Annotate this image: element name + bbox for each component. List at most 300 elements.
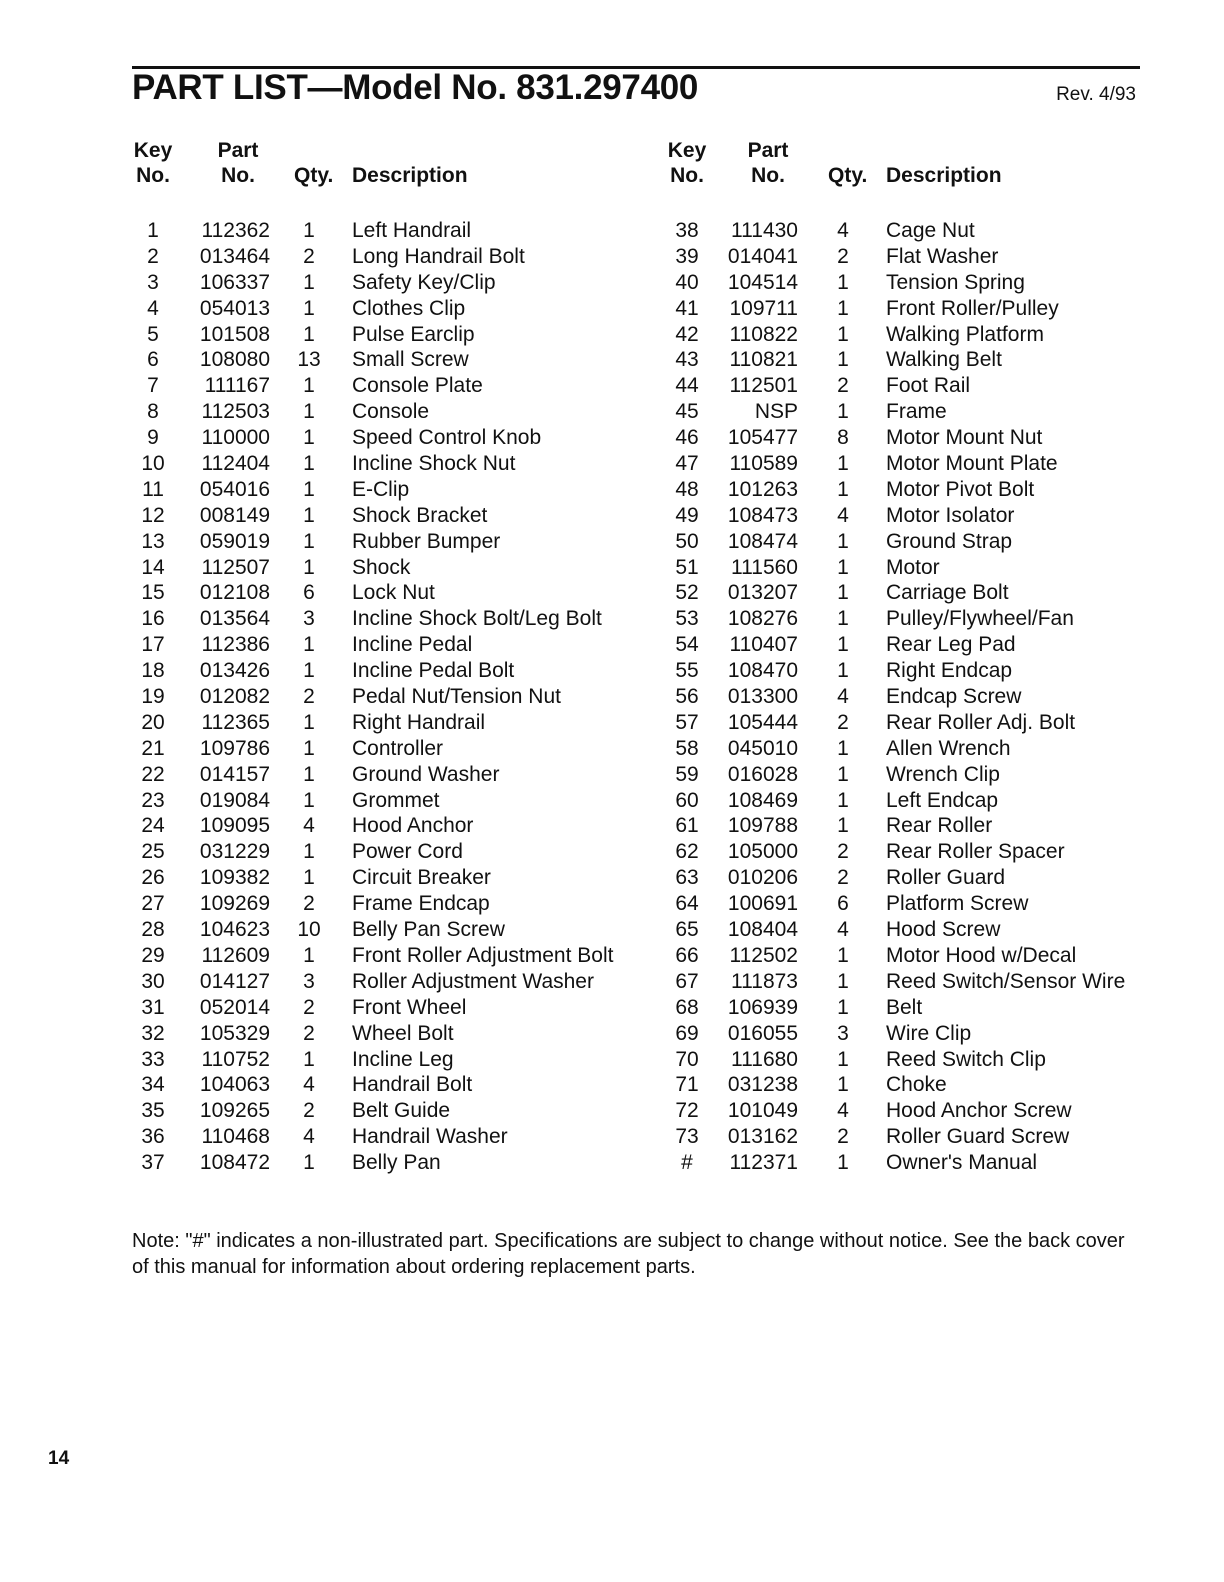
qty-cell: 1 — [837, 1151, 849, 1175]
description-cell: Left Handrail — [352, 219, 472, 242]
part-no-cell: 019084 — [199, 788, 270, 812]
key-cell: 71 — [675, 1073, 699, 1097]
qty-cell: 1 — [837, 943, 849, 967]
description-cell: Hood Screw — [886, 918, 1001, 942]
qty-cell: 2 — [303, 892, 315, 916]
qty-cell: 1 — [837, 607, 849, 631]
qty-cell: 4 — [837, 685, 849, 709]
qty-cell: 1 — [837, 633, 849, 657]
part-no-cell: 012082 — [199, 685, 270, 709]
description-cell: Choke — [886, 1073, 947, 1097]
description-cell: Incline Leg — [352, 1047, 454, 1071]
part-no-cell: 108080 — [199, 348, 270, 372]
qty-cell: 8 — [837, 426, 849, 450]
key-cell: 17 — [141, 633, 165, 657]
key-cell: 29 — [141, 943, 165, 967]
key-cell: 43 — [675, 348, 699, 372]
description-cell: Rear Leg Pad — [886, 633, 1016, 657]
key-cell: 20 — [141, 710, 165, 734]
description-cell: Roller Guard — [886, 866, 1006, 890]
description-cell: Wheel Bolt — [352, 1021, 454, 1045]
key-cell: # — [681, 1151, 693, 1175]
key-cell: 58 — [675, 736, 699, 760]
description-cell: Pedal Nut/Tension Nut — [352, 685, 561, 709]
part-no-cell: 054013 — [199, 296, 270, 320]
description-cell: Incline Shock Nut — [352, 452, 516, 476]
part-no-cell: 016028 — [727, 762, 798, 786]
description-cell: Right Handrail — [352, 710, 486, 734]
description-cell: Endcap Screw — [886, 685, 1022, 709]
qty-cell: 1 — [837, 995, 849, 1019]
key-cell: 18 — [141, 659, 165, 683]
qty-cell: 2 — [837, 244, 849, 268]
key-cell: 42 — [675, 322, 699, 346]
description-cell: E-Clip — [352, 477, 410, 501]
part-no-cell: 110752 — [201, 1047, 270, 1071]
qty-header: Qty. — [828, 164, 868, 187]
qty-cell: 2 — [837, 374, 849, 398]
description-cell: Motor Hood w/Decal — [886, 943, 1077, 967]
key-cell: 54 — [675, 633, 699, 657]
key-cell: 53 — [675, 607, 699, 631]
page-number: 14 — [48, 1448, 70, 1469]
description-cell: Flat Washer — [886, 244, 999, 268]
description-cell: Rubber Bumper — [352, 529, 501, 553]
part-no-cell: 111680 — [731, 1047, 798, 1071]
part-no-cell: 112501 — [729, 374, 798, 398]
key-cell: 10 — [141, 452, 165, 476]
part-no-cell: 112386 — [201, 633, 270, 657]
key-cell: 27 — [141, 892, 165, 916]
qty-cell: 1 — [303, 503, 315, 527]
qty-cell: 4 — [303, 814, 315, 838]
qty-cell: 1 — [303, 710, 315, 734]
part-no-cell: 105000 — [727, 840, 798, 864]
part-no-cell: 112507 — [201, 555, 270, 579]
description-cell: Console — [352, 400, 430, 424]
qty-cell: 1 — [837, 788, 849, 812]
key-cell: 60 — [675, 788, 699, 812]
part-no-cell: 111430 — [731, 219, 798, 242]
key-cell: 8 — [147, 400, 159, 424]
description-cell: Lock Nut — [352, 581, 435, 605]
description-cell: Reed Switch Clip — [886, 1047, 1046, 1071]
qty-cell: 1 — [303, 1047, 315, 1071]
description-cell: Belt Guide — [352, 1099, 451, 1123]
part-no-cell: 031238 — [727, 1073, 798, 1097]
qty-cell: 1 — [303, 452, 315, 476]
key-cell: 37 — [141, 1151, 165, 1175]
qty-cell: 2 — [303, 685, 315, 709]
qty-cell: 1 — [837, 529, 849, 553]
description-cell: Grommet — [352, 788, 440, 812]
key-cell: 11 — [142, 477, 164, 501]
part-no-cell: 110822 — [729, 322, 798, 346]
description-cell: Shock — [352, 555, 411, 579]
key-cell: 16 — [141, 607, 165, 631]
part-no-cell: 045010 — [727, 736, 798, 760]
key-cell: 67 — [675, 969, 699, 993]
key-cell: 46 — [675, 426, 699, 450]
qty-cell: 2 — [837, 1125, 849, 1149]
description-cell: Power Cord — [352, 840, 463, 864]
part-no-cell: 101263 — [727, 477, 798, 501]
qty-cell: 1 — [303, 788, 315, 812]
key-cell: 39 — [675, 244, 699, 268]
description-cell: Clothes Clip — [352, 296, 466, 320]
key-cell: 73 — [675, 1125, 699, 1149]
key-cell: 32 — [141, 1021, 165, 1045]
qty-cell: 1 — [303, 633, 315, 657]
description-cell: Safety Key/Clip — [352, 270, 496, 294]
part-no-cell: 014041 — [727, 244, 798, 268]
description-cell: Console Plate — [352, 374, 483, 398]
key-cell: 21 — [141, 736, 165, 760]
description-cell: Incline Pedal — [352, 633, 473, 657]
qty-cell: 1 — [303, 762, 315, 786]
qty-cell: 3 — [303, 607, 315, 631]
qty-cell: 1 — [303, 943, 315, 967]
part-no-cell: 106939 — [727, 995, 798, 1019]
key-cell: 28 — [141, 918, 165, 942]
part-no-cell: 110589 — [729, 452, 798, 476]
part-no-cell: 100691 — [727, 892, 798, 916]
key-cell: 38 — [675, 219, 699, 242]
description-cell: Roller Guard Screw — [886, 1125, 1070, 1149]
qty-cell: 3 — [837, 1021, 849, 1045]
qty-cell: 1 — [837, 322, 849, 346]
description-cell: Front Wheel — [352, 995, 467, 1019]
qty-cell: 4 — [837, 219, 849, 242]
key-cell: 6 — [147, 348, 159, 372]
description-cell: Front Roller Adjustment Bolt — [352, 943, 614, 967]
description-cell: Platform Screw — [886, 892, 1029, 916]
qty-cell: 2 — [303, 995, 315, 1019]
description-cell: Walking Belt — [886, 348, 1002, 372]
key-cell: 51 — [675, 555, 699, 579]
qty-cell: 10 — [297, 918, 321, 942]
key-cell: 14 — [141, 555, 165, 579]
description-cell: Rear Roller — [886, 814, 993, 838]
part-no-cell: 101508 — [199, 322, 270, 346]
description-cell: Foot Rail — [886, 374, 971, 398]
qty-cell: 1 — [303, 659, 315, 683]
part-no-cell: 101049 — [727, 1099, 798, 1123]
key-cell: 40 — [675, 270, 699, 294]
description-cell: Right Endcap — [886, 659, 1013, 683]
part-no-cell: 016055 — [727, 1021, 798, 1045]
description-cell: Wrench Clip — [886, 762, 1000, 786]
qty-cell: 1 — [837, 1047, 849, 1071]
qty-cell: 2 — [837, 710, 849, 734]
key-cell: 25 — [141, 840, 165, 864]
part-no-cell: 112502 — [729, 943, 798, 967]
description-cell: Owner's Manual — [886, 1151, 1038, 1175]
description-cell: Incline Shock Bolt/Leg Bolt — [352, 607, 602, 631]
qty-cell: 1 — [303, 736, 315, 760]
key-cell: 44 — [675, 374, 699, 398]
description-cell: Hood Anchor Screw — [886, 1099, 1072, 1123]
qty-cell: 2 — [837, 866, 849, 890]
qty-cell: 1 — [837, 452, 849, 476]
part-no-cell: 052014 — [199, 995, 270, 1019]
key-no-header: Key No. — [133, 139, 173, 187]
qty-cell: 1 — [303, 219, 315, 242]
key-cell: 35 — [141, 1099, 165, 1123]
key-cell: 2 — [147, 244, 159, 268]
part-no-cell: 110000 — [201, 426, 270, 450]
qty-cell: 1 — [303, 374, 315, 398]
part-no-header: Part No. — [217, 139, 259, 187]
qty-cell: 1 — [837, 581, 849, 605]
description-cell: Small Screw — [352, 348, 469, 372]
qty-cell: 2 — [303, 1021, 315, 1045]
description-cell: Belly Pan Screw — [352, 918, 505, 942]
part-no-cell: 105329 — [199, 1021, 270, 1045]
qty-cell: 1 — [837, 736, 849, 760]
part-no-cell: 105477 — [727, 426, 798, 450]
description-cell: Frame — [886, 400, 947, 424]
qty-cell: 1 — [837, 477, 849, 501]
qty-cell: 1 — [303, 866, 315, 890]
part-no-cell: 110468 — [201, 1125, 270, 1149]
footnote: Note: "#" indicates a non-illustrated part. Specifications are subject to change without notice. See the back cover of this manual for information about ordering replacement parts. — [132, 1230, 1125, 1278]
description-cell: Hood Anchor — [352, 814, 474, 838]
qty-cell: 1 — [303, 840, 315, 864]
key-cell: 34 — [141, 1073, 165, 1097]
key-cell: 49 — [675, 503, 699, 527]
part-no-cell: 111560 — [731, 555, 798, 579]
description-cell: Tension Spring — [886, 270, 1025, 294]
part-no-cell: 031229 — [199, 840, 270, 864]
part-no-cell: 108474 — [727, 529, 798, 553]
description-cell: Motor Pivot Bolt — [886, 477, 1035, 501]
qty-cell: 2 — [303, 1099, 315, 1123]
qty-cell: 4 — [303, 1073, 315, 1097]
key-cell: 30 — [141, 969, 165, 993]
part-no-cell: 112503 — [201, 400, 270, 424]
key-cell: 1 — [147, 219, 159, 242]
page-title: PART LIST—Model No. 831.297400 — [132, 68, 699, 107]
key-cell: 31 — [141, 995, 165, 1019]
part-no-cell: 109265 — [199, 1099, 270, 1123]
key-cell: 70 — [675, 1047, 699, 1071]
description-cell: Incline Pedal Bolt — [352, 659, 515, 683]
description-cell: Long Handrail Bolt — [352, 244, 525, 268]
key-cell: 65 — [675, 918, 699, 942]
description-cell: Motor Mount Plate — [886, 452, 1058, 476]
part-no-cell: 109269 — [199, 892, 270, 916]
key-cell: 15 — [141, 581, 165, 605]
part-no-cell: 104623 — [199, 918, 270, 942]
part-no-cell: 112365 — [201, 710, 270, 734]
description-cell: Pulley/Flywheel/Fan — [886, 607, 1074, 631]
description-cell: Ground Washer — [352, 762, 500, 786]
key-cell: 12 — [141, 503, 165, 527]
description-cell: Rear Roller Spacer — [886, 840, 1065, 864]
key-cell: 33 — [141, 1047, 165, 1071]
qty-cell: 2 — [303, 244, 315, 268]
key-cell: 7 — [147, 374, 159, 398]
description-cell: Shock Bracket — [352, 503, 488, 527]
part-no-cell: 112609 — [201, 943, 270, 967]
qty-cell: 1 — [837, 814, 849, 838]
qty-cell: 6 — [303, 581, 315, 605]
part-no-cell: 012108 — [199, 581, 270, 605]
description-cell: Roller Adjustment Washer — [352, 969, 594, 993]
key-cell: 13 — [141, 529, 165, 553]
description-cell: Motor Mount Nut — [886, 426, 1043, 450]
key-cell: 63 — [675, 866, 699, 890]
qty-header: Qty. — [294, 164, 334, 187]
key-cell: 26 — [141, 866, 165, 890]
part-no-cell: 104514 — [727, 270, 798, 294]
part-no-cell: 109788 — [727, 814, 798, 838]
key-cell: 47 — [675, 452, 699, 476]
part-no-cell: 110821 — [729, 348, 798, 372]
part-no-header: Part No. — [747, 139, 789, 187]
revision-label: Rev. 4/93 — [1056, 84, 1136, 105]
qty-cell: 1 — [837, 348, 849, 372]
qty-cell: 1 — [837, 1073, 849, 1097]
qty-cell: 1 — [303, 400, 315, 424]
part-no-cell: 108470 — [727, 659, 798, 683]
part-no-cell: 109095 — [199, 814, 270, 838]
part-no-cell: 104063 — [199, 1073, 270, 1097]
qty-cell: 1 — [837, 296, 849, 320]
description-cell: Front Roller/Pulley — [886, 296, 1059, 320]
description-header: Description — [352, 164, 468, 187]
key-cell: 56 — [675, 685, 699, 709]
key-cell: 72 — [675, 1099, 699, 1123]
key-cell: 57 — [675, 710, 699, 734]
qty-cell: 4 — [837, 918, 849, 942]
part-no-cell: 013564 — [199, 607, 270, 631]
qty-cell: 4 — [837, 1099, 849, 1123]
part-no-cell: 013300 — [727, 685, 798, 709]
key-cell: 50 — [675, 529, 699, 553]
part-no-cell: 013464 — [199, 244, 270, 268]
key-cell: 3 — [147, 270, 159, 294]
description-cell: Handrail Washer — [352, 1125, 508, 1149]
part-no-cell: NSP — [754, 400, 798, 424]
part-no-cell: 059019 — [199, 529, 270, 553]
description-cell: Ground Strap — [886, 529, 1013, 553]
qty-cell: 4 — [837, 503, 849, 527]
description-cell: Left Endcap — [886, 788, 999, 812]
description-cell: Pulse Earclip — [352, 322, 475, 346]
part-no-cell: 111167 — [204, 374, 270, 398]
qty-cell: 1 — [837, 762, 849, 786]
key-cell: 4 — [147, 296, 159, 320]
part-no-cell: 109711 — [729, 296, 798, 320]
description-cell: Carriage Bolt — [886, 581, 1009, 605]
qty-cell: 1 — [303, 426, 315, 450]
key-cell: 68 — [675, 995, 699, 1019]
description-cell: Reed Switch/Sensor Wire — [886, 969, 1126, 993]
key-no-header: Key No. — [667, 139, 707, 187]
part-no-cell: 108404 — [727, 918, 798, 942]
key-cell: 24 — [141, 814, 165, 838]
part-no-cell: 108472 — [199, 1151, 270, 1175]
part-no-cell: 108469 — [727, 788, 798, 812]
part-no-cell: 110407 — [729, 633, 798, 657]
qty-cell: 3 — [303, 969, 315, 993]
description-cell: Belly Pan — [352, 1151, 441, 1175]
qty-cell: 13 — [297, 348, 321, 372]
part-no-cell: 112362 — [201, 219, 270, 242]
qty-cell: 1 — [837, 400, 849, 424]
qty-cell: 1 — [837, 969, 849, 993]
description-cell: Wire Clip — [886, 1021, 972, 1045]
description-cell: Motor Isolator — [886, 503, 1015, 527]
part-no-cell: 112404 — [201, 452, 270, 476]
part-no-cell: 106337 — [199, 270, 270, 294]
qty-cell: 1 — [303, 270, 315, 294]
key-cell: 62 — [675, 840, 699, 864]
description-cell: Circuit Breaker — [352, 866, 491, 890]
key-cell: 5 — [147, 322, 159, 346]
description-cell: Controller — [352, 736, 444, 760]
description-cell: Belt — [886, 995, 923, 1019]
part-no-cell: 105444 — [727, 710, 798, 734]
part-no-cell: 013426 — [199, 659, 270, 683]
qty-cell: 1 — [837, 555, 849, 579]
part-no-cell: 013207 — [727, 581, 798, 605]
description-cell: Handrail Bolt — [352, 1073, 473, 1097]
key-cell: 66 — [675, 943, 699, 967]
key-cell: 22 — [141, 762, 165, 786]
key-cell: 64 — [675, 892, 699, 916]
description-header: Description — [886, 164, 1002, 187]
part-no-cell: 010206 — [727, 866, 798, 890]
qty-cell: 6 — [837, 892, 849, 916]
part-no-cell: 108276 — [727, 607, 798, 631]
key-cell: 9 — [147, 426, 159, 450]
description-cell: Walking Platform — [886, 322, 1044, 346]
part-no-cell: 013162 — [727, 1125, 798, 1149]
description-cell: Speed Control Knob — [352, 426, 542, 450]
part-no-cell: 108473 — [727, 503, 798, 527]
part-no-cell: 111873 — [731, 969, 798, 993]
part-no-cell: 109786 — [199, 736, 270, 760]
key-cell: 41 — [675, 296, 699, 320]
qty-cell: 2 — [837, 840, 849, 864]
qty-cell: 4 — [303, 1125, 315, 1149]
part-no-cell: 054016 — [199, 477, 270, 501]
description-cell: Cage Nut — [886, 219, 975, 242]
key-cell: 36 — [141, 1125, 165, 1149]
key-cell: 19 — [141, 685, 165, 709]
part-no-cell: 008149 — [199, 503, 270, 527]
qty-cell: 1 — [837, 659, 849, 683]
qty-cell: 1 — [303, 555, 315, 579]
key-cell: 61 — [675, 814, 699, 838]
key-cell: 69 — [675, 1021, 699, 1045]
qty-cell: 1 — [303, 322, 315, 346]
qty-cell: 1 — [837, 270, 849, 294]
qty-cell: 1 — [303, 529, 315, 553]
part-no-cell: 014157 — [199, 762, 270, 786]
qty-cell: 1 — [303, 1151, 315, 1175]
key-cell: 59 — [675, 762, 699, 786]
qty-cell: 1 — [303, 296, 315, 320]
part-no-cell: 112371 — [729, 1151, 798, 1175]
part-no-cell: 109382 — [199, 866, 270, 890]
description-cell: Motor — [886, 555, 940, 579]
key-cell: 45 — [675, 400, 699, 424]
key-cell: 52 — [675, 581, 699, 605]
